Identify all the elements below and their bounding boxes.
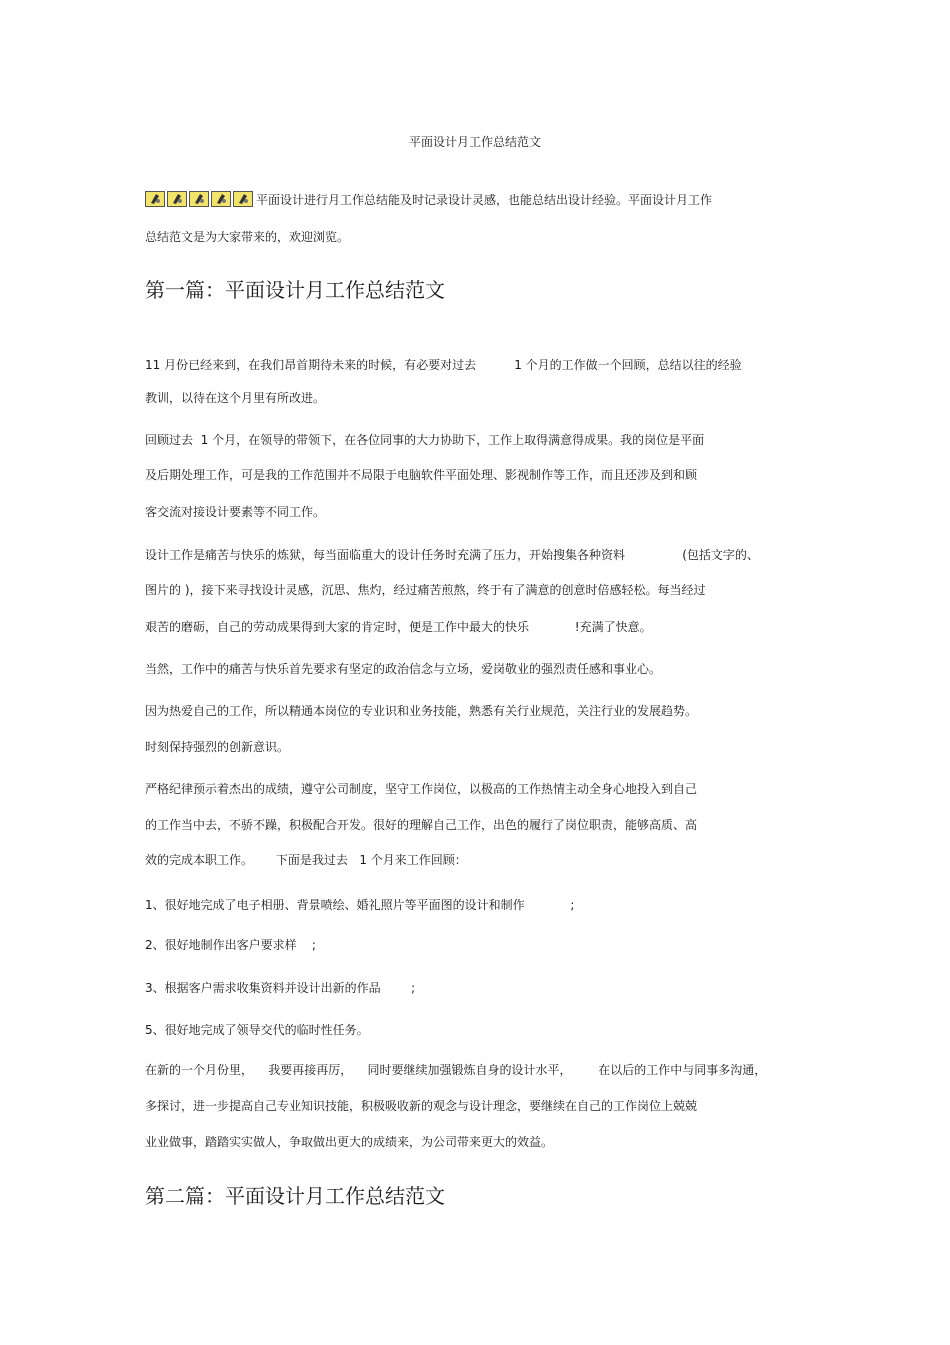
intro-line-1 xyxy=(145,191,712,211)
body-line: 严格纪律预示着杰出的成绩，遵守公司制度，坚守工作岗位，以极高的工作热情主动全身心地投入到自己 xyxy=(145,782,698,796)
body-line: 图片的 )，接下来寻找设计灵感，沉思、焦灼，经过痛苦煎熬，终于有了满意的创意时倍感轻松。每当经过 xyxy=(145,583,706,597)
body-line: 当然，工作中的痛苦与快乐首先要求有坚定的政治信念与立场，爱岗敬业的强烈责任感和事业心。 xyxy=(145,662,662,676)
list-item: 5、很好地完成了领导交代的临时性任务。 xyxy=(145,1023,369,1037)
body-line: 效的完成本职工作。 下面是我过去 1 个月来工作回顾： xyxy=(145,853,467,867)
quote-icon xyxy=(167,191,189,207)
body-line: 业业做事，踏踏实实做人，争取做出更大的成绩来，为公司带来更大的效益。 xyxy=(145,1135,554,1149)
body-line: 多探讨，进一步提高自己专业知识技能，积极吸收新的观念与设计理念，要继续在自己的工作岗位上兢兢 xyxy=(145,1099,698,1113)
body-line: 客交流对接设计要素等不同工作。 xyxy=(145,505,326,519)
section-heading-1: 第一篇：平面设计月工作总结范文 xyxy=(145,278,445,302)
section-heading-2: 第二篇：平面设计月工作总结范文 xyxy=(145,1184,445,1208)
body-line: 因为热爱自己的工作，所以精通本岗位的专业识和业务技能，熟悉有关行业规范，关注行业的发展趋势。 xyxy=(145,704,698,718)
body-line: 及后期处理工作，可是我的工作范围并不局限于电脑软件平面处理、影视制作等工作，而且还涉及到和顾 xyxy=(145,468,698,482)
body-line: 的工作当中去，不骄不躁，积极配合开发。很好的理解自己工作，出色的履行了岗位职责，能够高质、高 xyxy=(145,818,698,832)
intro-text: 平面设计进行月工作总结能及时记录设计灵感，也能总结出设计经验。平面设计月工作 xyxy=(256,193,713,207)
decor-icon-strip xyxy=(145,191,255,211)
body-line: 在新的一个月份里， 我要再接再厉， 同时要继续加强锻炼自身的设计水平， 在以后的工作中与同事多沟通， xyxy=(145,1063,767,1077)
quote-icon xyxy=(233,191,255,207)
list-item: 2、很好地制作出客户要求样 ; xyxy=(145,938,316,952)
body-line: 回顾过去 1 个月，在领导的带领下，在各位同事的大力协助下，工作上取得满意得成果。我的岗位是平面 xyxy=(145,433,705,447)
list-item: 1、很好地完成了电子相册、背景喷绘、婚礼照片等平面图的设计和制作 ; xyxy=(145,898,575,912)
intro-line-2: 总结范文是为大家带来的，欢迎浏览。 xyxy=(145,230,350,244)
body-line: 时刻保持强烈的创新意识。 xyxy=(145,740,290,754)
body-line: 教训，以待在这个月里有所改进。 xyxy=(145,391,326,405)
quote-icon xyxy=(211,191,233,207)
quote-icon xyxy=(189,191,211,207)
page-title: 平面设计月工作总结范文 xyxy=(408,135,541,149)
quote-icon xyxy=(145,191,167,207)
list-item: 3、根据客户需求收集资料并设计出新的作品 ; xyxy=(145,981,416,995)
body-line: 艰苦的磨砺，自己的劳动成果得到大家的肯定时，便是工作中最大的快乐 !充满了快意。 xyxy=(145,620,652,634)
body-line: 11 月份已经来到，在我们昂首期待未来的时候，有必要对过去 1 个月的工作做一个回顾，总结以往的经验 xyxy=(145,358,742,372)
body-line: 设计工作是痛苦与快乐的炼狱，每当面临重大的设计任务时充满了压力，开始搜集各种资料 (包括文字的、 xyxy=(145,548,759,562)
